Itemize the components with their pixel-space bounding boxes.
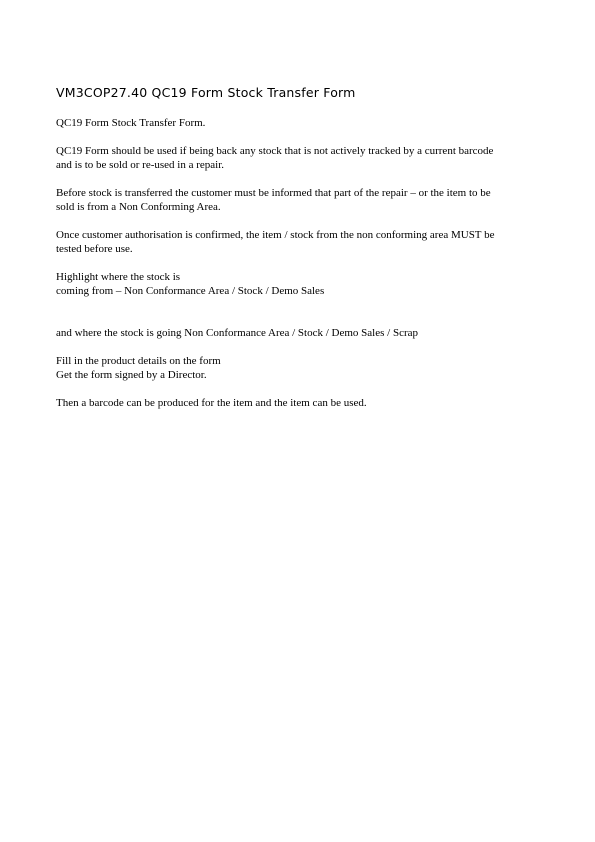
destination-line: and where the stock is going Non Conformance Area / Stock / Demo Sales / Scrap [56,327,419,339]
closing-line: Then a barcode can be produced for the item and the item can be used. [56,397,367,409]
usage-line-2: and is to be sold or re-used in a repair. [56,159,225,171]
highlight-line-2: coming from – Non Conformance Area / Stock / Demo Sales [56,285,325,297]
steps-line-2: Get the form signed by a Director. [56,369,207,381]
steps-paragraph [56,354,546,382]
intro-line: QC19 Form Stock Transfer Form. [56,117,206,129]
inform-line-1: Before stock is transferred the customer must be informed that part of the repair – or the item to be [56,187,491,199]
document-title: VM3COP27.40 QC19 Form Stock Transfer Form [56,85,356,100]
steps-line-1: Fill in the product details on the form [56,355,221,367]
authorisation-line-2: tested before use. [56,243,133,255]
inform-line-2: sold is from a Non Conforming Area. [56,201,221,213]
highlight-line-1: Highlight where the stock is [56,271,181,283]
highlight-paragraph [56,270,546,298]
authorisation-paragraph [56,228,546,256]
destination-paragraph [56,326,546,340]
authorisation-line-1: Once customer authorisation is confirmed, the item / stock from the non conforming area MUST be [56,229,495,241]
document-body [56,116,546,424]
usage-paragraph [56,144,546,172]
usage-line-1: QC19 Form should be used if being back any stock that is not actively tracked by a current barcode [56,145,494,157]
inform-paragraph [56,186,546,214]
intro-paragraph [56,116,546,130]
closing-paragraph [56,396,546,410]
